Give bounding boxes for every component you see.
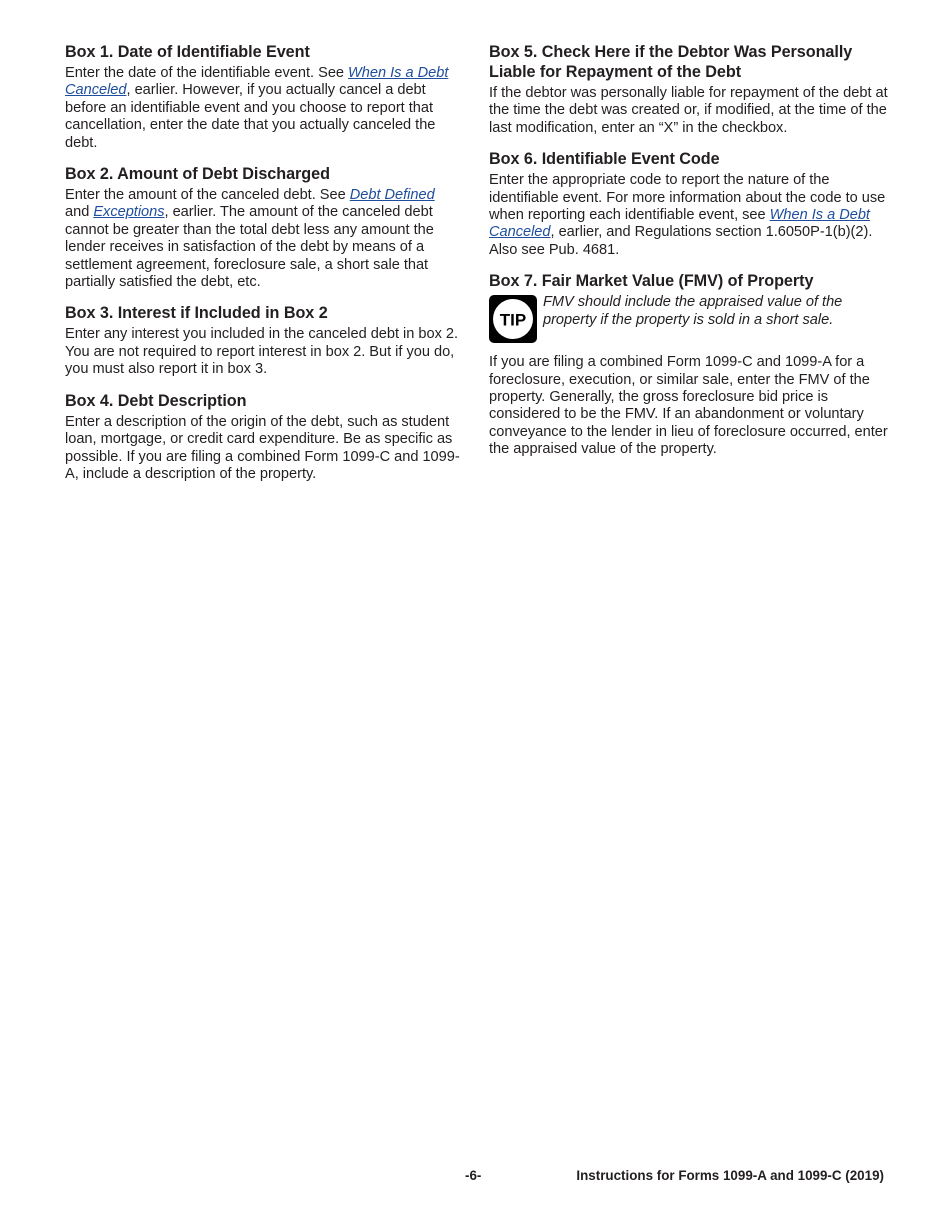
box2-text-part1: Enter the amount of the canceled debt. See [65,187,350,204]
footer-document-title: Instructions for Forms 1099-A and 1099-C (2019) [576,1168,884,1183]
box3-heading: Box 3. Interest if Included in Box 2 [65,304,328,323]
when-is-debt-canceled-link-2[interactable]: When Is a Debt Canceled [489,207,870,241]
box2-text [65,187,462,291]
tip-text: FMV should include the appraised value of the property if the property is sold in a short sale. [543,294,843,328]
box3-section [65,303,462,378]
tip-icon [489,295,537,343]
tip-icon-label: TIP [499,310,527,330]
box5-heading: Box 5. Check Here if the Debtor Was Personally Liable for Repayment of the Debt [489,43,853,81]
right-column [489,42,889,471]
box2-heading: Box 2. Amount of Debt Discharged [65,165,330,184]
box6-text-part1: Enter the appropriate code to report the nature of the identifiable event. For more information about the code to use when reporting each identifiable event, see [489,172,886,224]
debt-defined-link[interactable]: Debt Defined [349,187,435,204]
when-is-debt-canceled-link[interactable]: When Is a Debt Canceled [65,65,449,99]
box4-section [65,391,462,484]
box4-heading: Box 4. Debt Description [65,391,247,410]
box2-text-part3: , earlier. The amount of the canceled debt cannot be greater than the total debt less any amount the lender receives in satisfaction of the debt by means of a settlement agreement, foreclosure sale, a short sale that partially satisfied the debt, etc. [65,204,434,291]
box6-text-part2: , earlier, and Regulations section 1.6050P-1(b)(2). Also see Pub. 4681. [489,224,873,258]
box5-section [489,42,889,137]
box3-text: Enter any interest you included in the canceled debt in box 2. You are not required to report interest in box 2. But if you do, you must also report it in box 3. [65,326,459,378]
box7-section [489,271,889,458]
box1-text-part2: , earlier. However, if you actually cancel a debt before an identifiable event and you choose to report that cancellation, enter the date that you actually canceled the debt. [65,82,436,151]
box1-text-part1: Enter the date of the identifiable event. See [65,65,349,81]
box4-text: Enter a description of the origin of the debt, such as student loan, mortgage, or credit card expenditure. Be as specific as possible. If you are filing a combined Form 1099-C and 1099-A, include a description of the property. [65,413,460,482]
box1-section [65,42,462,152]
box6-text [489,172,889,259]
tip-badge-graphic [491,297,535,341]
exceptions-link[interactable]: Exceptions [93,204,165,221]
box7-heading: Box 7. Fair Market Value (FMV) of Property [489,272,814,291]
box6-section [489,149,889,259]
page-footer [0,1168,950,1186]
page-number: -6- [465,1168,482,1183]
box5-text: If the debtor was personally liable for repayment of the debt at the time the debt was created or, if modified, at the time of the last modification, enter an “X” in the checkbox. [489,85,888,136]
box7-text: If you are filing a combined Form 1099-C and 1099-A for a foreclosure, execution, or similar sale, enter the FMV of the property. Generally, the gross foreclosure bid price is considered to be the FMV. If an abandonment or voluntary conveyance to the lender in lieu of foreclosure occurred, enter the appraised value of the property. [489,354,888,458]
box1-text [65,65,462,152]
box1-heading: Box 1. Date of Identifiable Event [65,43,310,61]
tip-callout [489,294,889,343]
box6-heading: Box 6. Identifiable Event Code [489,150,720,169]
left-column [65,42,462,495]
box2-section [65,164,462,291]
box2-text-part2: and [65,204,94,221]
